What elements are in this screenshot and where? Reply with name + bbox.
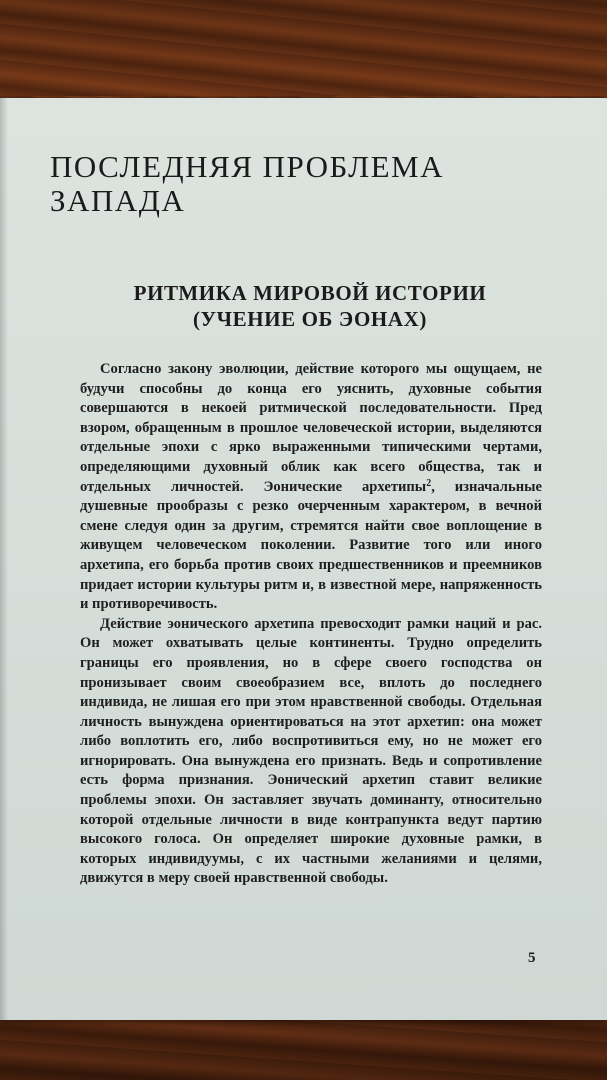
paragraph-1-text-start: Согласно закону эволюции, действие которого мы ощущаем, не будучи способны до конца его уяснить, духовные события совершаются в некоей ритмической последовательности. Пред взором, обращенным в прошлое человеческой истории, выделяются отдельные эпохи с ярко выраженными типическими чертами, определяющими духовный облик как всего общества, так и отдельных личностей. Эонические архетипы [80,361,542,495]
section-title-line-2: (УЧЕНИЕ ОБ ЭОНАХ) [193,307,427,331]
chapter-title-line-1: ПОСЛЕДНЯЯ ПРОБЛЕМА [50,149,444,184]
page-gutter-shadow [0,98,8,1020]
chapter-title [50,150,570,218]
paragraph-1 [80,360,542,615]
section-title-line-1: РИТМИКА МИРОВОЙ ИСТОРИИ [133,281,487,305]
chapter-title-line-2: ЗАПАДА [50,183,186,218]
footnote-reference: 2 [426,477,432,489]
book-page [0,98,607,1020]
paragraph-1-text-end: , изначальные душевные прообразы с резко очерченным характером, в вечной смене следуя один за другим, стремятся найти свое воплощение в живущем человеческом поколении. Развитие того или иного архетипа, его борьба против своих предшественников и преемников придает истории культуры ритм и, в известной мере, напряженность и противоречивость. [80,478,542,613]
section-title [40,280,580,332]
page-number: 5 [528,950,536,966]
paragraph-2: Действие эонического архетипа превосходит рамки наций и рас. Он может охватывать целые континенты. Трудно определить границы его проявления, но в сфере своего господства он пронизывает своим своеобразием все, вплоть до последнего индивида, не лишая его при этом нравственной свободы. Отдельная личность вынуждена ориентироваться на этот архетип: она может либо воплотить его, либо воспротивиться ему, но не может его игнорировать. Она вынуждена его признать. Ведь и сопротивление есть форма признания. Эонический архетип ставит великие проблемы эпохи. Он заставляет звучать доминанту, относительно которой отдельные личности в виде контрапункта ведут партию высокого голоса. Он определяет широкие духовные рамки, в которых индивидуумы, с их частными желаниями и целями, движутся в меру своей нравственной свободы. [80,615,542,887]
body-text [80,360,542,889]
wooden-table-top [0,0,607,96]
